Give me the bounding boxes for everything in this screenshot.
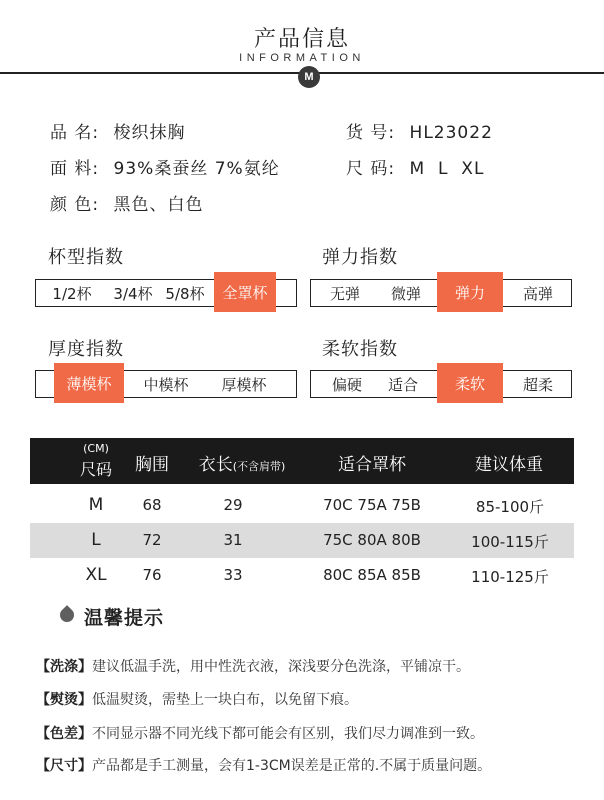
tip-label: 【洗涤】 [36, 659, 92, 675]
tip-label: 【尺寸】 [36, 758, 92, 774]
length-column-header [182, 450, 302, 475]
softness-index-scale [310, 370, 572, 398]
info-color-label: 颜 色: [50, 195, 100, 215]
info-code-label: 货 号: [346, 123, 396, 143]
tips-title: 温馨提示 [84, 607, 165, 629]
table-cell-length: 31 [223, 531, 243, 549]
info-code-value: HL23022 [409, 123, 493, 143]
cup-option-five-eighth: 5/8杯 [165, 284, 205, 303]
tip-ironing [36, 689, 358, 709]
cup-option-three-quarter: 3/4杯 [113, 284, 153, 303]
table-cell-bust: 72 [142, 531, 162, 549]
size-column-header: 尺码 [79, 460, 112, 479]
info-name-label: 品 名: [50, 123, 100, 143]
length-header-note: (不含肩带) [232, 460, 286, 473]
softness-index-title: 柔软指数 [322, 339, 398, 360]
tip-size [36, 755, 491, 775]
cup-index-title: 杯型指数 [48, 247, 124, 268]
cup-option-full-selected: 全罩杯 [214, 272, 276, 312]
info-fabric-label: 面 料: [50, 159, 100, 179]
info-name [50, 118, 186, 143]
info-size-label: 尺 码: [346, 159, 396, 179]
table-cell-length: 33 [223, 566, 243, 584]
softness-option-fit: 适合 [387, 375, 418, 394]
info-size-value: M L XL [409, 159, 485, 179]
elasticity-index-title: 弹力指数 [322, 247, 398, 268]
page-title: 产品信息 [253, 27, 350, 52]
info-name-value: 梭织抹胸 [113, 123, 186, 143]
table-cell-size: L [91, 530, 101, 550]
thickness-option-thin-selected: 薄模杯 [54, 363, 124, 403]
table-cell-bust: 68 [142, 496, 162, 514]
table-cell-size: M [88, 495, 104, 515]
size-table-header [30, 438, 574, 484]
table-cell-cup: 70C 75A 75B [323, 496, 421, 514]
cup-option-half: 1/2杯 [52, 284, 92, 303]
softness-option-hard: 偏硬 [331, 375, 362, 394]
table-cell-weight: 100-115斤 [471, 533, 549, 551]
page-subtitle: INFORMATION [239, 52, 365, 64]
weight-column-header: 建议体重 [475, 455, 543, 475]
cup-index-scale [35, 279, 297, 307]
table-cell-length: 29 [223, 496, 243, 514]
table-cell-cup: 75C 80A 80B [323, 531, 421, 549]
tip-text: 低温熨烫，需垫上一块白布，以免留下痕。 [92, 692, 358, 708]
tip-text: 不同显示器不同光线下都可能会有区别，我们尽力调准到一致。 [92, 726, 484, 742]
softness-option-super-soft: 超柔 [522, 375, 553, 394]
tip-label: 【色差】 [36, 726, 92, 742]
table-cell-size: XL [85, 565, 107, 585]
tip-text: 建议低温手洗，用中性洗衣液，深浅要分色洗涤，平铺凉干。 [92, 659, 470, 675]
info-color-value: 黑色、白色 [113, 195, 204, 215]
elasticity-index-scale [310, 279, 572, 307]
table-row [30, 558, 574, 593]
elasticity-option-none: 无弹 [329, 284, 360, 303]
bust-column-header: 胸围 [135, 455, 169, 475]
header-marker-badge: M [298, 66, 320, 88]
info-fabric-value: 93%桑蚕丝 7%氨纶 [113, 159, 280, 179]
thickness-index-scale [35, 370, 297, 398]
tip-washing [36, 656, 470, 676]
water-drop-icon [57, 605, 77, 625]
thickness-option-medium: 中模杯 [143, 375, 189, 394]
thickness-index-title: 厚度指数 [48, 339, 124, 360]
table-cell-cup: 80C 85A 85B [323, 566, 421, 584]
tip-color-difference [36, 723, 484, 743]
tip-text: 产品都是手工测量，会有1-3CM误差是正常的.不属于质量问题。 [92, 758, 492, 774]
length-header-text: 衣长 [198, 455, 233, 475]
info-size [346, 154, 484, 179]
table-row [30, 488, 574, 523]
thickness-option-thick: 厚模杯 [221, 375, 267, 394]
cup-column-header: 适合罩杯 [338, 455, 406, 475]
tip-label: 【熨烫】 [36, 692, 92, 708]
elasticity-option-slight: 微弹 [390, 284, 421, 303]
info-code [346, 118, 493, 143]
table-row [30, 523, 574, 558]
size-unit-label: (CM) [83, 442, 109, 455]
softness-option-soft-selected: 柔软 [437, 363, 503, 403]
table-cell-bust: 76 [142, 566, 162, 584]
table-cell-weight: 110-125斤 [471, 568, 549, 586]
table-cell-weight: 85-100斤 [475, 498, 545, 516]
elasticity-option-high: 高弹 [522, 284, 553, 303]
info-fabric [50, 154, 280, 179]
info-color [50, 190, 204, 215]
elasticity-option-elastic-selected: 弹力 [437, 272, 503, 312]
